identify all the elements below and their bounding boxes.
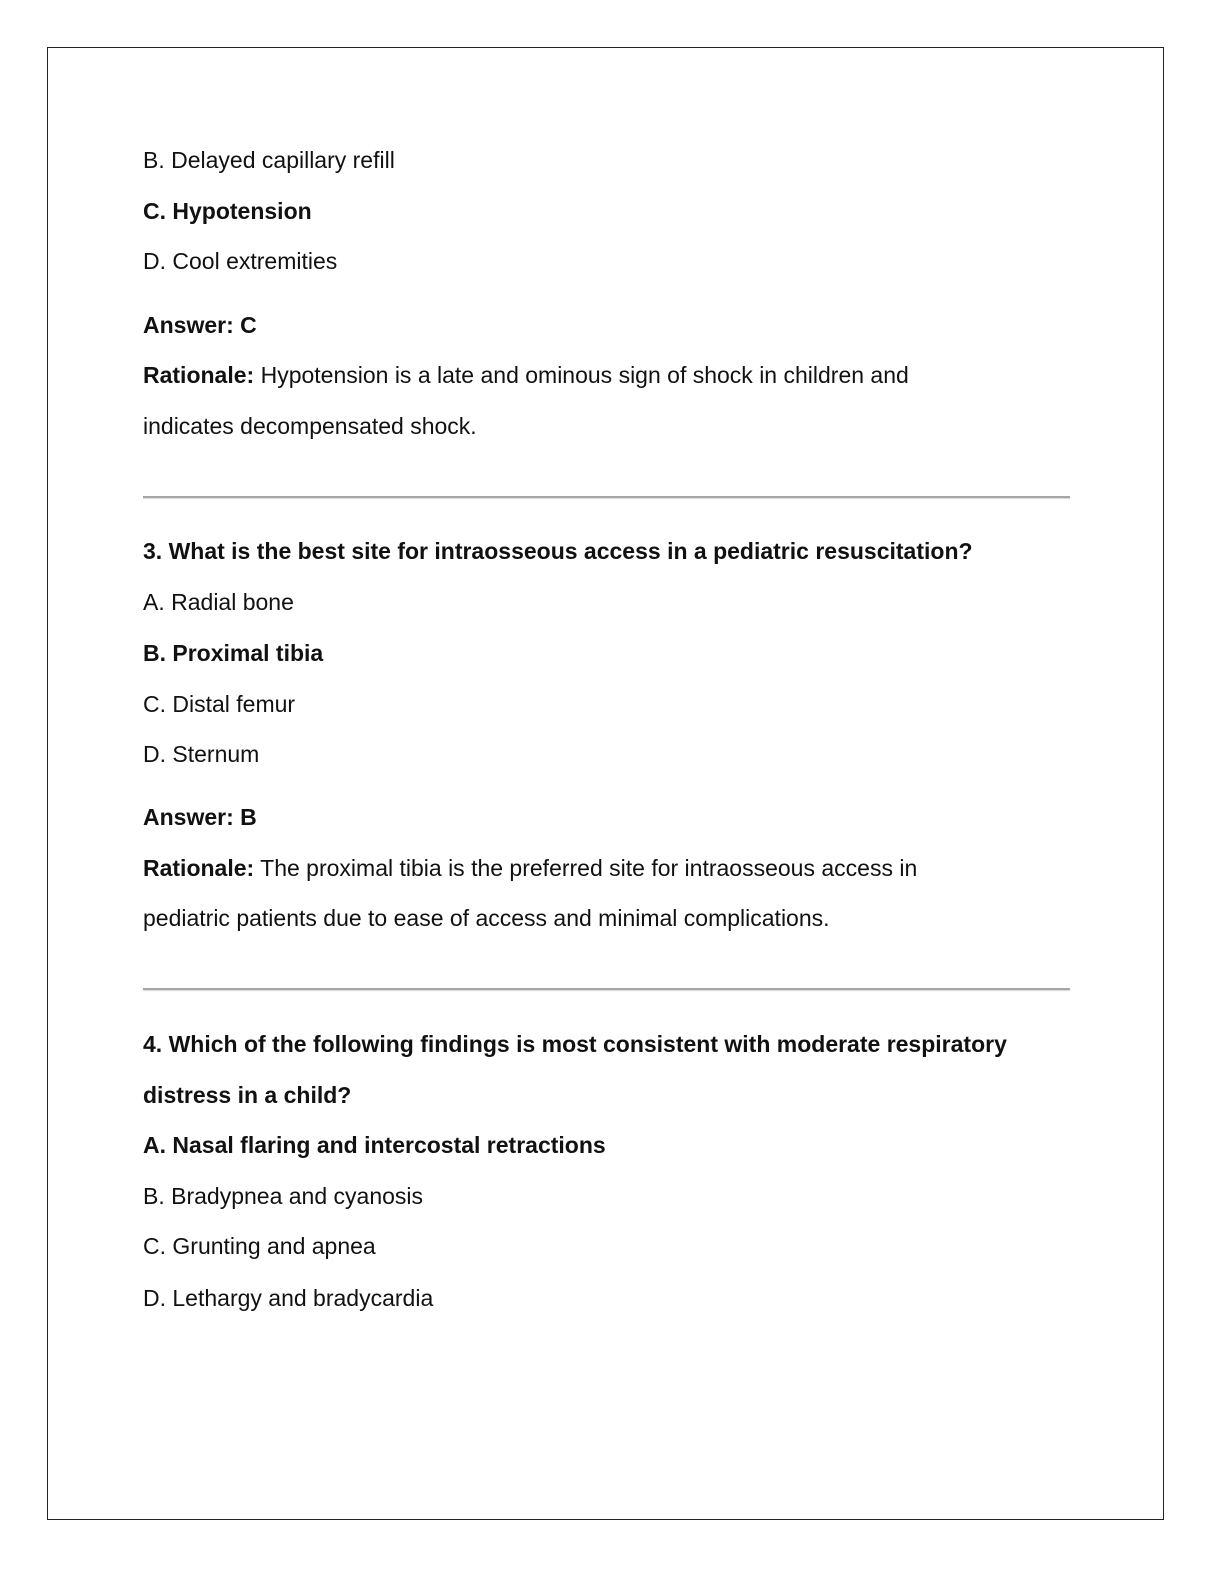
q4-option-c: C. Grunting and apnea xyxy=(143,1233,376,1259)
q2-option-c-correct: C. Hypotension xyxy=(143,198,312,224)
q3-rationale-line-2: pediatric patients due to ease of access and minimal complications. xyxy=(143,905,830,931)
q2-option-d: D. Cool extremities xyxy=(143,248,338,274)
q2-rationale-line-1 xyxy=(143,360,909,390)
divider xyxy=(143,988,1070,990)
q4-option-b: B. Bradypnea and cyanosis xyxy=(143,1183,424,1209)
q2-option-b: B. Delayed capillary refill xyxy=(143,147,395,173)
q3-rationale-label: Rationale: xyxy=(143,855,255,881)
q3-option-b-correct: B. Proximal tibia xyxy=(143,640,324,666)
q3-answer: Answer: B xyxy=(143,804,257,830)
q2-rationale-label: Rationale: xyxy=(143,362,255,388)
divider xyxy=(143,496,1070,498)
q3-rationale-text-1: The proximal tibia is the preferred site for intraosseous access in xyxy=(254,855,918,881)
q2-rationale-text-1: Hypotension is a late and ominous sign of shock in children and xyxy=(254,362,909,388)
q3-option-c: C. Distal femur xyxy=(143,691,296,717)
q4-option-d: D. Lethargy and bradycardia xyxy=(143,1285,434,1311)
q3-option-d: D. Sternum xyxy=(143,741,260,767)
q3-question: 3. What is the best site for intraosseous access in a pediatric resuscitation? xyxy=(143,538,973,564)
q4-option-a-correct: A. Nasal flaring and intercostal retractions xyxy=(143,1132,606,1158)
q3-rationale-line-1 xyxy=(143,853,917,883)
q2-rationale-line-2: indicates decompensated shock. xyxy=(143,413,477,439)
q3-option-a: A. Radial bone xyxy=(143,589,294,615)
q2-answer: Answer: C xyxy=(143,312,257,338)
q4-question-line-2: distress in a child? xyxy=(143,1082,352,1108)
q4-question-line-1: 4. Which of the following findings is most consistent with moderate respiratory xyxy=(143,1031,1007,1057)
